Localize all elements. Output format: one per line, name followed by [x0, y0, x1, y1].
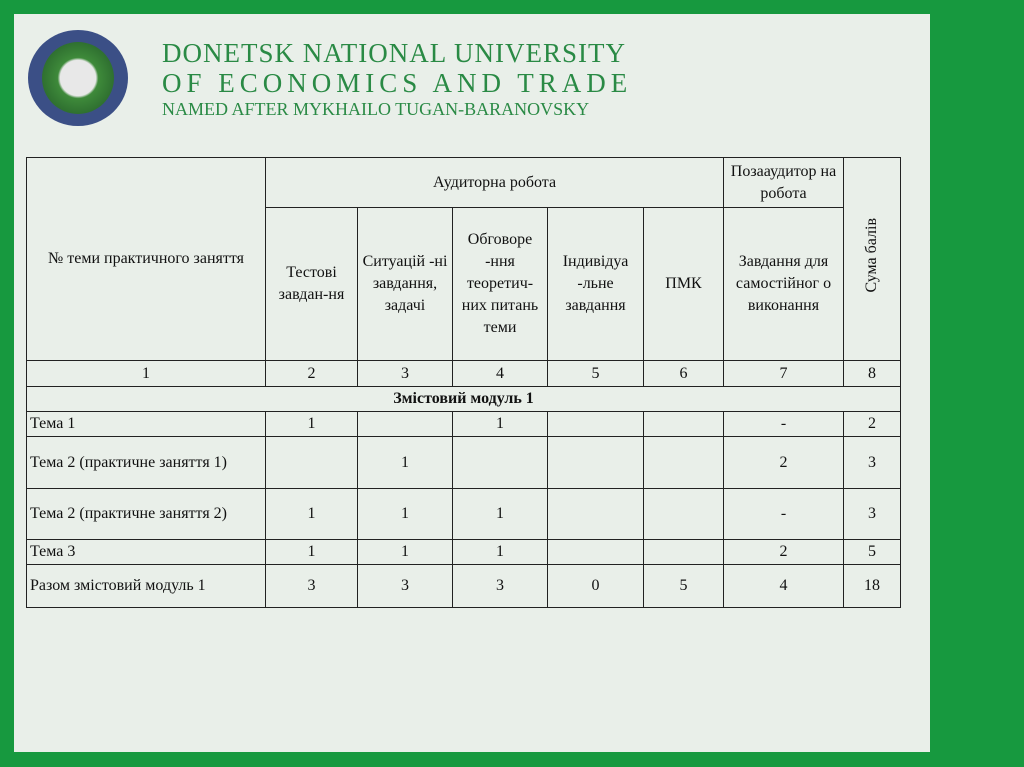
score-cell — [548, 489, 644, 540]
header-sum: Сума балів — [844, 158, 901, 361]
header-col: Індивідуа -льне завдання — [548, 208, 644, 361]
header-extra: Позааудитор на робота — [724, 158, 844, 208]
column-number: 5 — [548, 361, 644, 387]
title-line-3: NAMED AFTER MYKHAILO TUGAN-BARANOVSKY — [162, 99, 590, 119]
title-line-1: DONETSK NATIONAL UNIVERSITY — [162, 38, 626, 68]
topic-cell: Разом змістовий модуль 1 — [27, 565, 266, 608]
score-cell: 0 — [548, 565, 644, 608]
table-row — [27, 437, 901, 489]
score-cell — [644, 540, 724, 565]
score-cell: 18 — [844, 565, 901, 608]
score-cell: 1 — [266, 412, 358, 437]
university-title — [162, 40, 632, 118]
score-cell — [548, 540, 644, 565]
table-row — [27, 489, 901, 540]
header-col: Тестові завдан-ня — [266, 208, 358, 361]
score-cell — [644, 412, 724, 437]
header-col: Завдання для самостійног о виконання — [724, 208, 844, 361]
header-col: Ситуацій -ні завдання, задачі — [358, 208, 453, 361]
score-cell — [266, 437, 358, 489]
score-cell: 2 — [724, 540, 844, 565]
score-cell: 1 — [453, 489, 548, 540]
university-logo — [28, 30, 128, 126]
topic-cell: Тема 2 (практичне заняття 1) — [27, 437, 266, 489]
score-cell: 3 — [844, 489, 901, 540]
topic-cell: Тема 2 (практичне заняття 2) — [27, 489, 266, 540]
score-cell: 1 — [358, 489, 453, 540]
score-cell: 1 — [266, 540, 358, 565]
header-auditory: Аудиторна робота — [266, 158, 724, 208]
score-cell — [548, 437, 644, 489]
table-row — [27, 540, 901, 565]
header-col: Обговоре -ння теоретич-них питань теми — [453, 208, 548, 361]
column-number: 4 — [453, 361, 548, 387]
score-cell: 5 — [844, 540, 901, 565]
table-row — [27, 565, 901, 608]
score-cell — [644, 489, 724, 540]
score-cell: 3 — [844, 437, 901, 489]
score-cell: 2 — [724, 437, 844, 489]
topic-cell: Тема 1 — [27, 412, 266, 437]
column-numbers-row — [27, 361, 901, 387]
score-cell: 1 — [358, 437, 453, 489]
column-number: 6 — [644, 361, 724, 387]
header-topic: № теми практичного заняття — [27, 158, 266, 361]
table-row — [27, 412, 901, 437]
column-number: 1 — [27, 361, 266, 387]
score-cell — [548, 412, 644, 437]
score-cell: 2 — [844, 412, 901, 437]
score-cell: - — [724, 412, 844, 437]
score-cell — [644, 437, 724, 489]
topic-cell: Тема 3 — [27, 540, 266, 565]
score-cell: 1 — [266, 489, 358, 540]
column-number: 2 — [266, 361, 358, 387]
score-cell — [453, 437, 548, 489]
column-number: 3 — [358, 361, 453, 387]
grading-table — [26, 157, 901, 608]
score-cell: 3 — [453, 565, 548, 608]
column-number: 7 — [724, 361, 844, 387]
score-cell: 3 — [358, 565, 453, 608]
module-title: Змістовий модуль 1 — [27, 387, 901, 412]
title-line-2: OF ECONOMICS AND TRADE — [162, 68, 633, 98]
score-cell — [358, 412, 453, 437]
score-cell: 1 — [453, 540, 548, 565]
score-cell: 1 — [358, 540, 453, 565]
score-cell: 4 — [724, 565, 844, 608]
score-cell: - — [724, 489, 844, 540]
score-cell: 5 — [644, 565, 724, 608]
column-number: 8 — [844, 361, 901, 387]
score-cell: 3 — [266, 565, 358, 608]
score-cell: 1 — [453, 412, 548, 437]
header-col: ПМК — [644, 208, 724, 361]
